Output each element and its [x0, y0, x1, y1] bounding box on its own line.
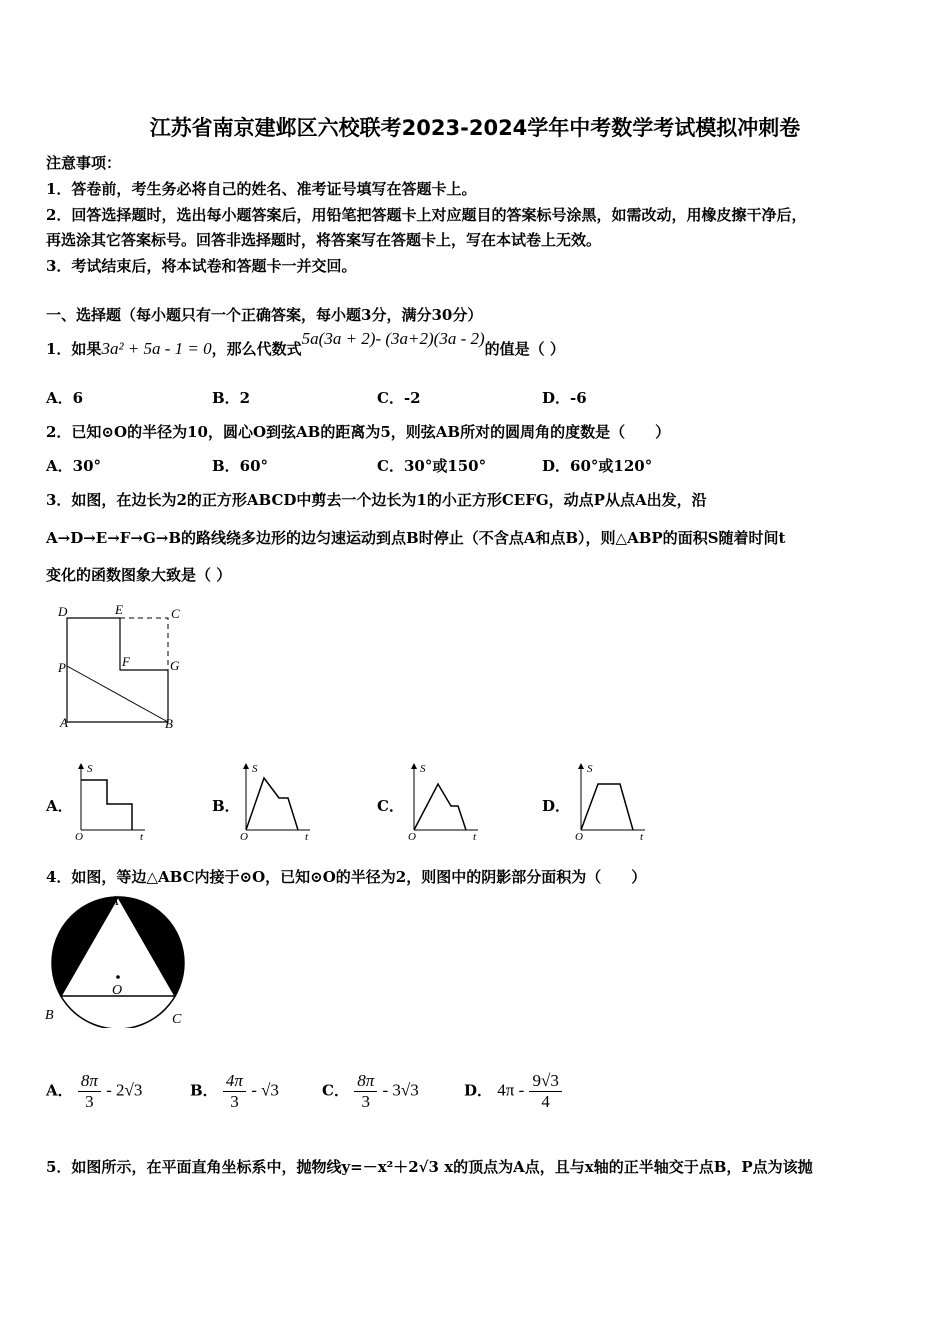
q3-d-axis-s: S [587, 763, 593, 775]
q1-option-b[interactable]: B．2 [212, 389, 251, 407]
q1-condition: 3a² + 5a - 1 = 0 [101, 339, 212, 358]
q4-option-a[interactable] [46, 1071, 142, 1112]
q4-label-c: C [172, 1012, 182, 1027]
q3-graph-b [235, 760, 315, 840]
q2-option-c[interactable]: C．30°或150° [377, 457, 487, 475]
q1-option-c[interactable]: C．-2 [377, 389, 421, 407]
notice-heading: 注意事项： [46, 154, 122, 172]
question-3-line-3: 变化的函数图象大致是（ ） [46, 566, 232, 584]
q3-graph-d [570, 760, 650, 840]
q4-c-rest: - 3√3 [382, 1080, 419, 1100]
q3-label-b: B [165, 716, 173, 731]
q3-square-figure [55, 600, 190, 735]
q4-d-fraction: $\frac{9√3}{4}$ [529, 1071, 561, 1112]
q3-d-origin: O [575, 831, 583, 840]
q3-b-axis-s: S [252, 763, 258, 775]
q1-mid: ，那么代数式 [211, 340, 302, 358]
q4-b-rest: - √3 [251, 1080, 279, 1100]
q3-option-b[interactable]: B． [212, 797, 240, 815]
q3-d-axis-t: t [640, 831, 644, 840]
q4-d-label: D． [464, 1081, 493, 1100]
q1-option-a[interactable]: A．6 [46, 389, 84, 407]
notice-item-3: 3．考试结束后，将本试卷和答题卡一并交回。 [46, 257, 357, 275]
q3-b-axis-t: t [305, 831, 309, 840]
q3-label-f: F [122, 654, 130, 669]
q3-label-e: E [115, 602, 123, 617]
question-3-line-2: A→D→E→F→G→B的路线绕多边形的边匀速运动到点B时停止（不含点A和点B），则△ABP的面积S随着时间t [46, 529, 786, 547]
q4-circle-figure [42, 893, 192, 1028]
question-2: 2．已知⊙O的半径为10，圆心O到弦AB的距离为5，则弦AB所对的圆周角的度数是（ ） [46, 423, 671, 441]
q3-label-c: C [171, 606, 180, 621]
q4-option-d[interactable] [464, 1071, 562, 1112]
question-4: 4．如图，等边△ABC内接于⊙O，已知⊙O的半径为2，则图中的阴影部分面积为（ ） [46, 868, 647, 886]
q3-option-a[interactable]: A． [46, 797, 73, 815]
q4-a-rest: - 2√3 [106, 1080, 143, 1100]
q3-a-axis-t: t [140, 831, 144, 840]
q4-b-label: B． [190, 1081, 218, 1100]
q3-label-d: D [58, 604, 68, 619]
q4-d-pre: 4π - [497, 1080, 525, 1100]
q3-a-axis-s: S [87, 763, 93, 775]
q4-label-o: O [112, 983, 123, 998]
question-3-line-1: 3．如图，在边长为2的正方形ABCD中剪去一个边长为1的小正方形CEFG，动点P从点A出发，沿 [46, 491, 707, 509]
question-1 [46, 329, 565, 359]
q4-b-fraction: $\frac{4\pi}{3}$ [223, 1071, 246, 1112]
page-title: 江苏省南京建邺区六校联考2023-2024学年中考数学考试模拟冲刺卷 [149, 116, 801, 140]
q3-c-origin: O [408, 831, 416, 840]
q3-option-c[interactable]: C． [377, 797, 404, 815]
q2-option-a[interactable]: A．30° [46, 457, 102, 475]
section-heading: 一、选择题（每小题只有一个正确答案，每小题3分，满分30分） [46, 306, 483, 324]
q4-option-c[interactable] [322, 1071, 419, 1112]
q3-graph-a [70, 760, 150, 840]
q3-option-d[interactable]: D． [542, 797, 571, 815]
q4-label-b: B [45, 1008, 54, 1023]
q1-expression: 5a(3a + 2)- (3a+2)(3a - 2) [301, 329, 485, 348]
q3-a-origin: O [75, 831, 83, 840]
q4-c-fraction: $\frac{8\pi}{3}$ [354, 1071, 377, 1112]
q3-c-axis-t: t [473, 831, 477, 840]
q2-option-d[interactable]: D．60°或120° [542, 457, 653, 475]
notice-item-2-cont: 再选涂其它答案标号。回答非选择题时，将答案写在答题卡上，写在本试卷上无效。 [46, 231, 602, 249]
q3-c-axis-s: S [420, 763, 426, 775]
q4-a-label: A． [46, 1081, 73, 1100]
notice-item-2: 2．回答选择题时，选出每小题答案后，用铅笔把答题卡上对应题目的答案标号涂黑，如需改动，用橡皮擦干净后， [46, 206, 807, 224]
notice-item-1: 1．答卷前，考生务必将自己的姓名、准考证号填写在答题卡上。 [46, 180, 477, 198]
q4-option-b[interactable] [190, 1071, 279, 1112]
q3-label-a: A [60, 715, 68, 730]
q1-suffix: 的值是（ ） [484, 340, 565, 358]
q3-graph-c [403, 760, 483, 840]
q2-option-b[interactable]: B．60° [212, 457, 269, 475]
q4-a-fraction: $\frac{8\pi}{3}$ [78, 1071, 101, 1112]
q4-label-a: A [110, 894, 119, 909]
q1-option-d[interactable]: D．-6 [542, 389, 587, 407]
question-5: 5．如图所示，在平面直角坐标系中，抛物线y=－x²＋2√3 x的顶点为A点，且与x轴的正半轴交于点B，P点为该抛 [46, 1158, 813, 1176]
q3-b-origin: O [240, 831, 248, 840]
q3-label-p: P [58, 660, 66, 675]
q1-prefix: 1．如果 [46, 340, 102, 358]
q3-label-g: G [170, 658, 180, 673]
q4-c-label: C． [322, 1081, 349, 1100]
